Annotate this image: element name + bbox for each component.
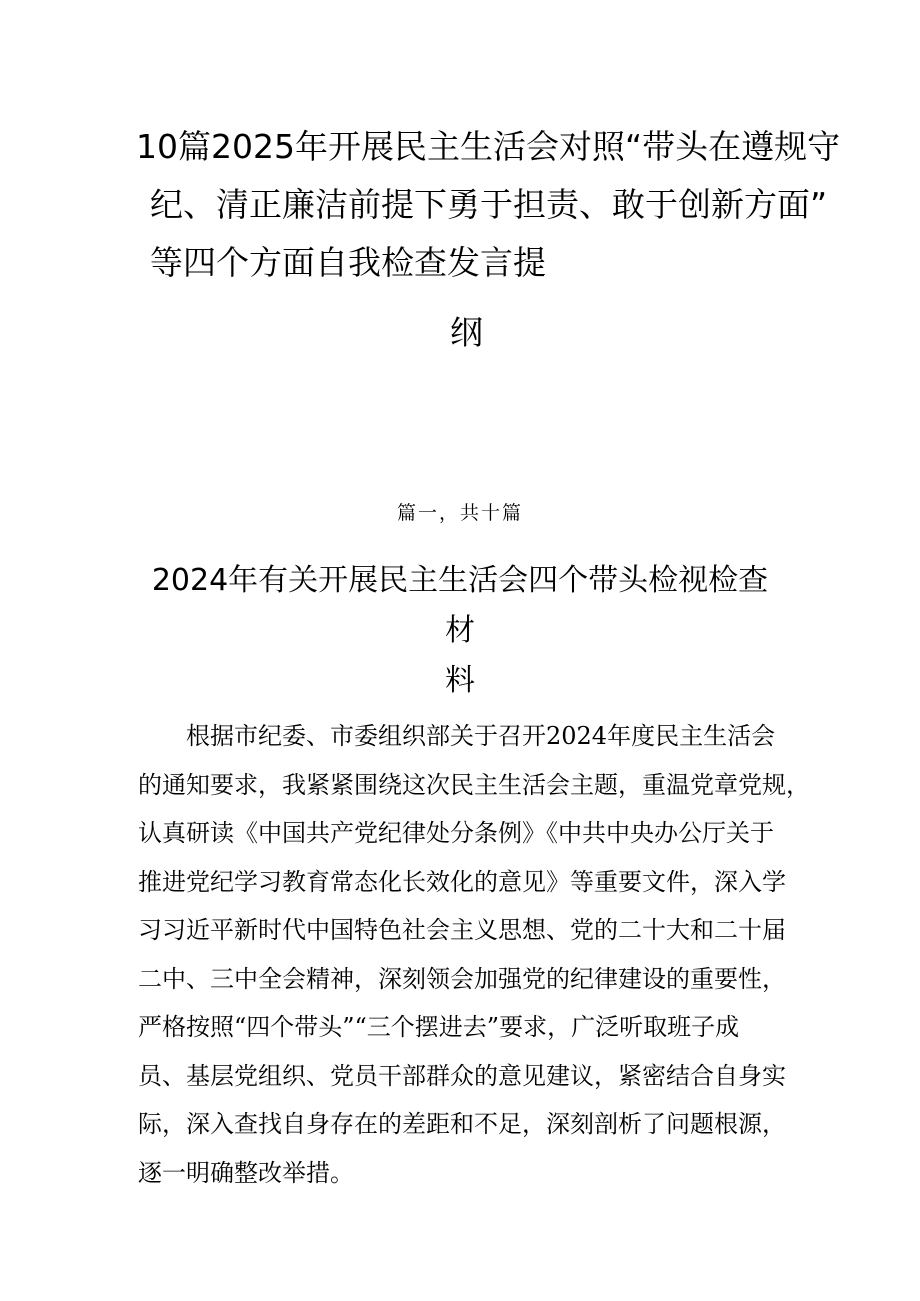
- body-line: 严格按照“四个带头”“三个摆进去”要求，广泛听取班子成: [138, 1013, 740, 1041]
- section-title: [100, 556, 820, 706]
- section-title-line: 材: [445, 613, 475, 648]
- body-line: 推进党纪学习教育常态化长效化的意见》等重要文件，深入学: [138, 867, 786, 896]
- title-line: 纪、清正廉洁前提下勇于担责、敢于创新方面”: [150, 185, 828, 224]
- body-line: 认真研读《中国共产党纪律处分条例》《中共中央办公厅关于: [138, 819, 774, 847]
- title-line: 等四个方面自我检查发言提: [150, 243, 546, 282]
- title-line: 10篇2025年开展民主生活会对照“带头在遵规守: [136, 127, 841, 166]
- article-index-label: 篇一，共十篇: [396, 502, 523, 524]
- body-line: 际，深入查找自身存在的差距和不足，深刻剖析了问题根源，: [138, 1110, 786, 1138]
- section-title-line: 料: [445, 663, 475, 698]
- body-line: 员、基层党组织、党员干部群众的意见建议，紧密结合自身实: [138, 1061, 786, 1090]
- body-line: 的通知要求，我紧紧围绕这次民主生活会主题，重温党章党规，: [138, 770, 810, 799]
- title-line: 纲: [450, 313, 483, 352]
- body-line: 逐一明确整改举措。: [138, 1158, 354, 1187]
- body-line: 二中、三中全会精神，深刻领会加强党的纪律建设的重要性，: [138, 964, 786, 993]
- section-title-line: 2024年有关开展民主生活会四个带头检视检查: [151, 563, 769, 598]
- body-line: 习习近平新时代中国特色社会主义思想、党的二十大和二十届: [138, 916, 786, 944]
- body-paragraph: [138, 712, 810, 1197]
- body-line: 根据市纪委、市委组织部关于召开2024年度民主生活会: [186, 722, 776, 750]
- document-title: [100, 118, 841, 362]
